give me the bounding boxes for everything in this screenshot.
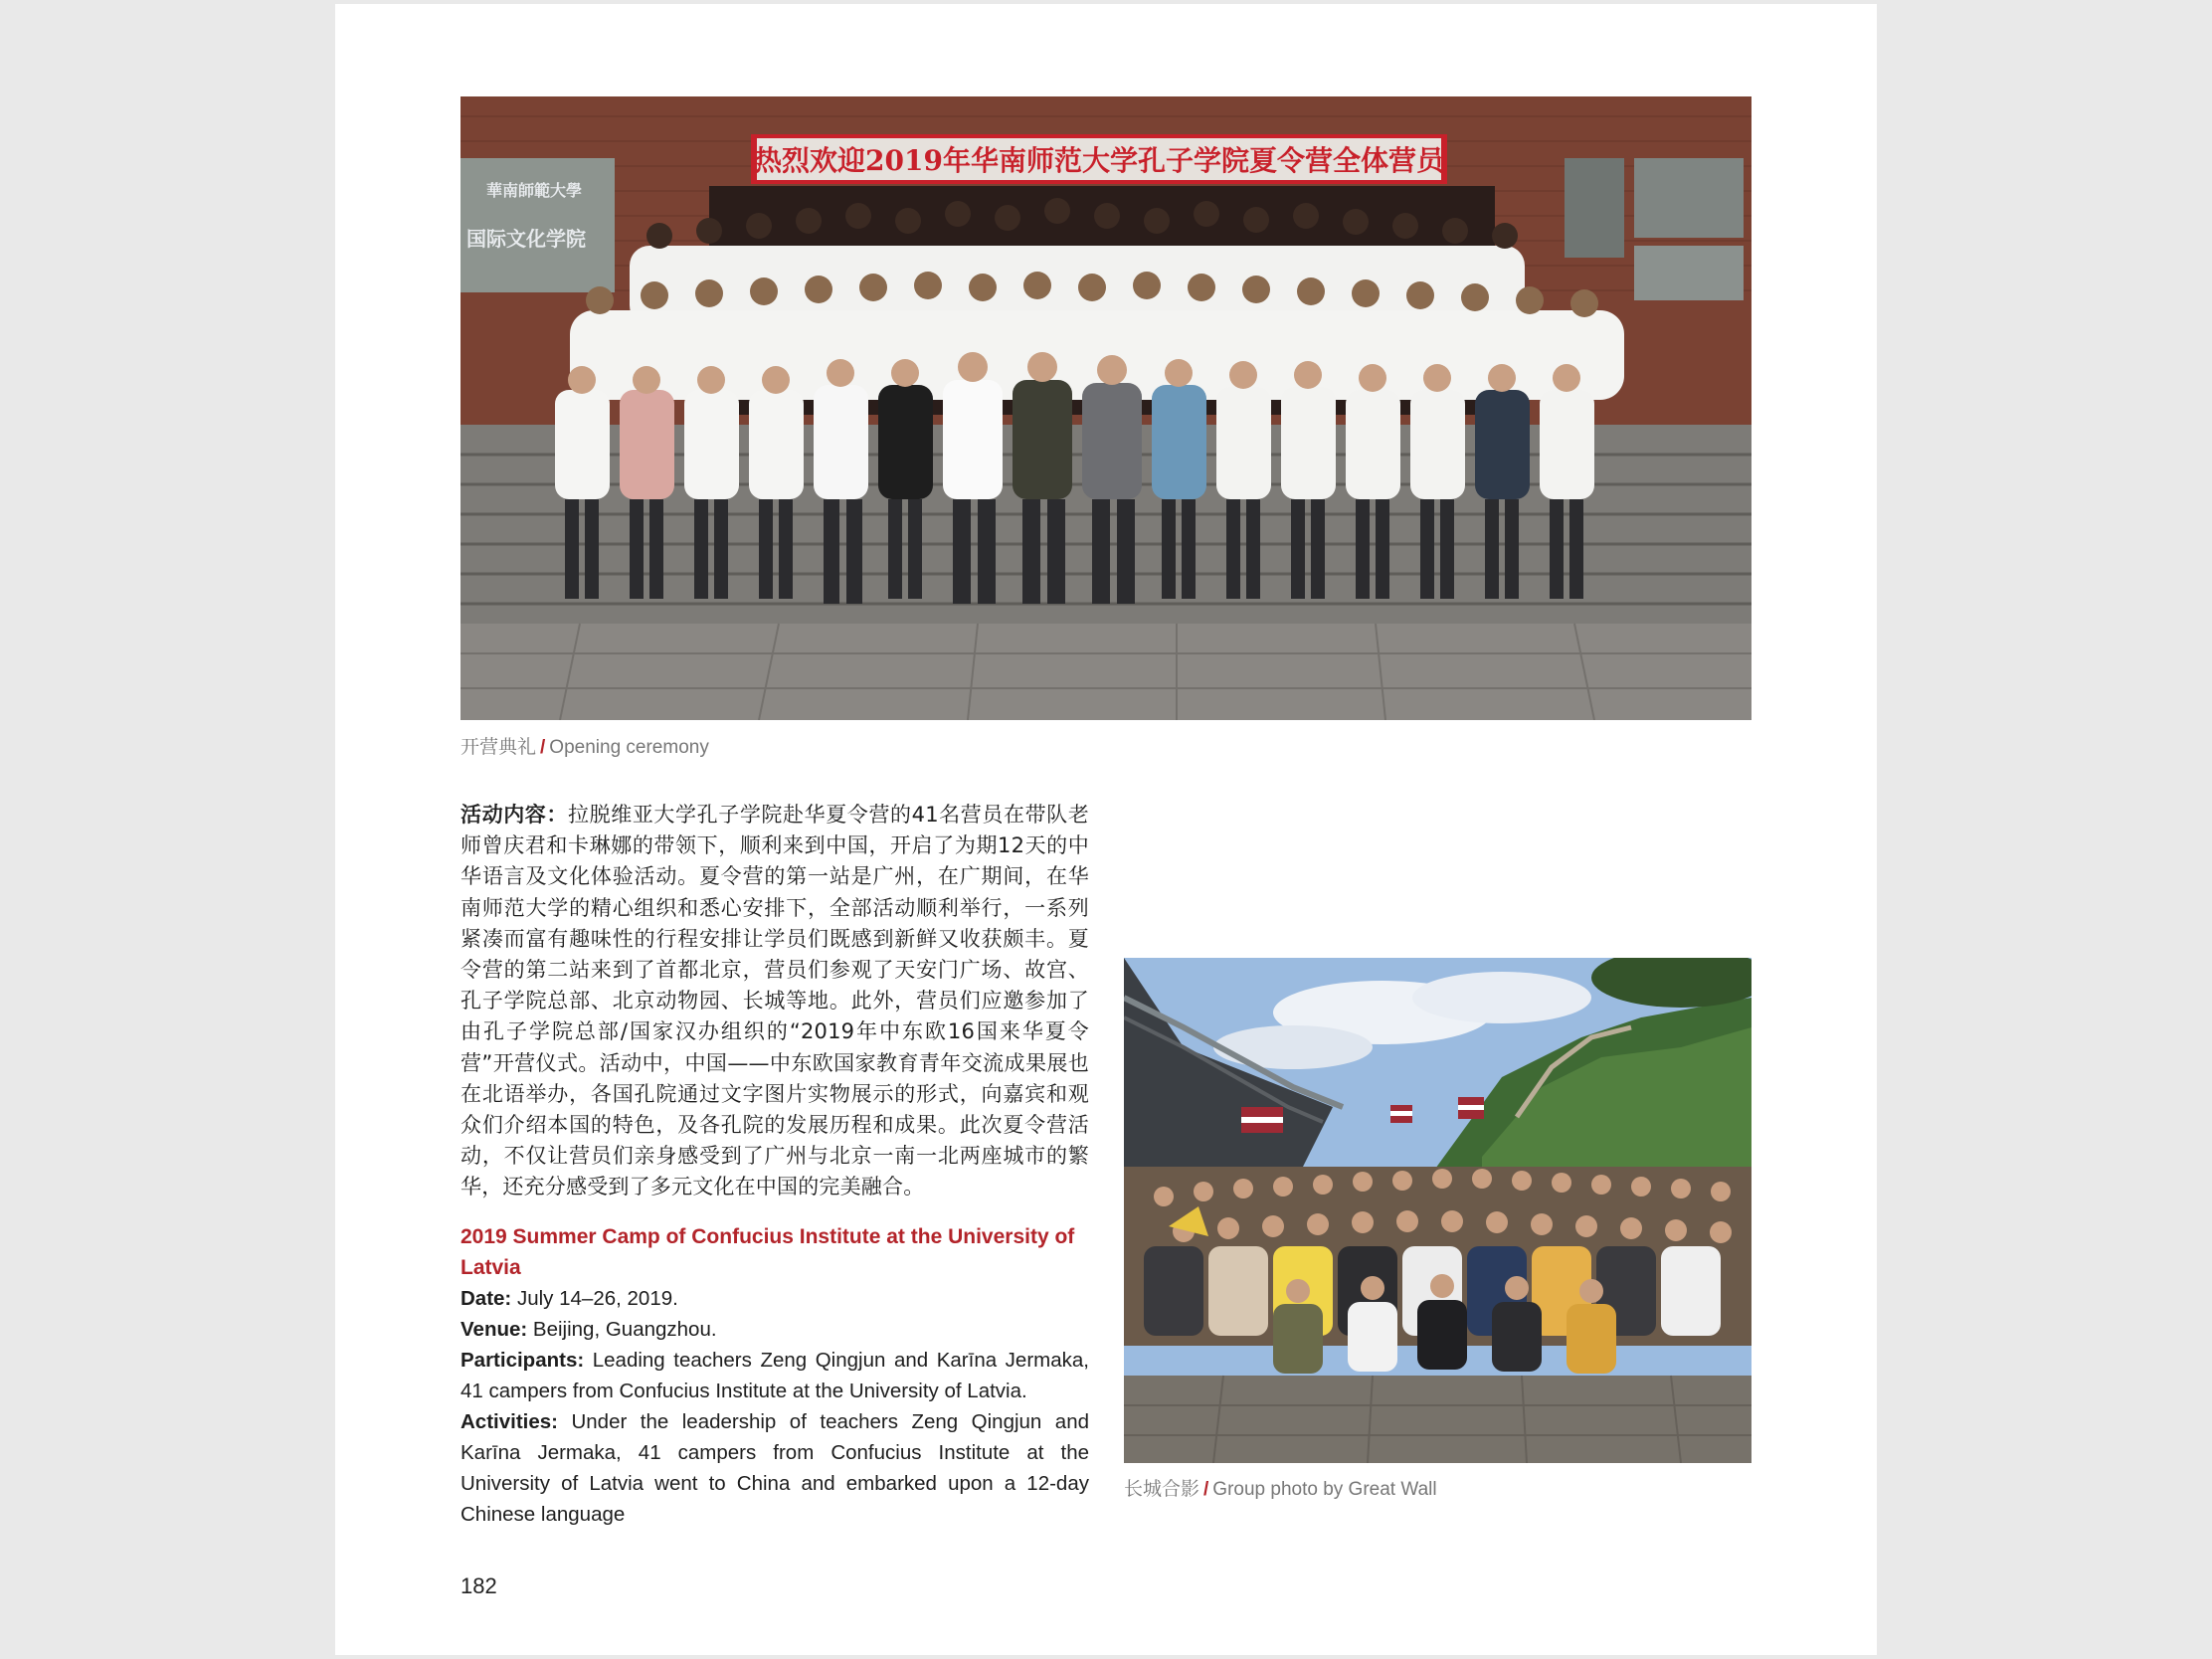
page-number: 182	[461, 1573, 497, 1598]
date-value: July 14–26, 2019.	[516, 1286, 678, 1310]
venue-line	[461, 1314, 1089, 1345]
great-wall-caption	[1124, 1474, 1437, 1501]
document-page	[335, 4, 1877, 1655]
date-label: Date:	[461, 1286, 512, 1310]
caption-en: Opening ceremony	[549, 737, 709, 758]
zh-body: 拉脱维亚大学孔子学院赴华夏令营的41名营员在带队老师曾庆君和卡琳娜的带领下，顺利来到中国，开启了为期12天的中华语言及文化体验活动。夏令营的第一站是广州，在广期间，在华南师范大学的精心组织和悉心安排下，全部活动顺利举行，一系列紧凑而富有趣味性的行程安排让学员们既感到新鲜又收获颇丰。夏令营的第二站来到了首都北京，营员们参观了天安门广场、故宫、孔子学院总部、北京动物园、长城等地。此外，营员们应邀参加了由孔子学院总部/国家汉办组织的“2019年中东欧16国来华夏令营”开营仪式。活动中，中国——中东欧国家教育青年交流成果展也在北语举办，各国孔院通过文字图片实物展示的形式，向嘉宾和观众们介绍本国的特色，及各孔院的发展历程和成果。此次夏令营活动，不仅让营员们亲身感受到了广州与北京一南一北两座城市的繁华，还充分感受到了多元文化在中国的完美融合。	[461, 803, 1089, 1199]
venue-label: Venue:	[461, 1317, 528, 1341]
english-title: 2019 Summer Camp of Confucius Institute at the University of Latvia	[461, 1224, 1075, 1279]
caption-en: Group photo by Great Wall	[1212, 1479, 1437, 1500]
sign-text: 国际文化学院	[466, 227, 586, 251]
chinese-paragraph	[461, 800, 1089, 1203]
participants-label: Participants:	[461, 1348, 585, 1372]
article-column	[461, 800, 1089, 1530]
opening-ceremony-caption	[461, 732, 709, 759]
activities-line	[461, 1406, 1089, 1530]
caption-separator: /	[540, 737, 546, 758]
activities-value: Under the leadership of teachers Zeng Qingjun and Karīna Jermaka, 41 campers from Confucius Institute at the University of Latvia went to China and embarked upon a 12-day Chinese language	[461, 1409, 1090, 1526]
great-wall-photo	[1124, 958, 1751, 1463]
caption-separator: /	[1203, 1479, 1209, 1500]
participants-line	[461, 1345, 1089, 1406]
activities-label: Activities:	[461, 1409, 558, 1433]
venue-value: Beijing, Guangzhou.	[532, 1317, 717, 1341]
caption-zh: 开营典礼	[461, 737, 537, 758]
sign-small-text: 華南師範大學	[486, 181, 583, 200]
date-line	[461, 1283, 1089, 1314]
participants-value: Leading teachers Zeng Qingjun and Karīna Jermaka, 41 campers from Confucius Institute at the University of Latvia.	[461, 1348, 1089, 1402]
opening-ceremony-photo	[461, 96, 1751, 720]
zh-label: 活动内容：	[461, 803, 569, 827]
welcome-banner-text: 热烈欢迎2019年华南师范大学孔子学院夏令营全体营员	[754, 144, 1444, 177]
caption-zh: 长城合影	[1124, 1479, 1200, 1500]
